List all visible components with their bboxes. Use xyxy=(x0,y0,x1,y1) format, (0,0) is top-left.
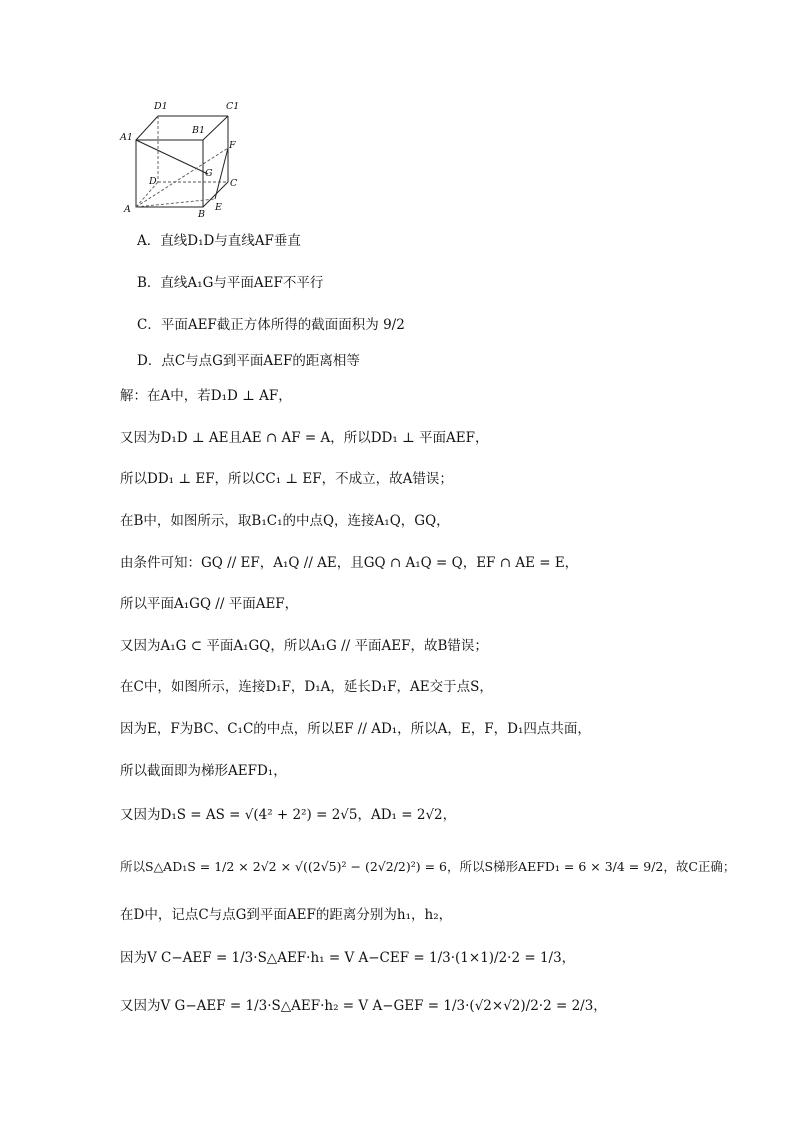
solution-line: 又因为D₁S = AS = √(4² + 2²) = 2√5，AD₁ = 2√2， xyxy=(120,807,457,823)
solution-line: 所以DD₁ ⊥ EF，所以CC₁ ⊥ EF，不成立，故A错误； xyxy=(120,471,453,487)
solution-line: 所以平面A₁GQ // 平面AEF， xyxy=(120,596,299,612)
solution-line: 所以截面即为梯形AEFD₁， xyxy=(120,763,287,779)
solution-line: 由条件可知：GQ // EF，A₁Q // AE，且GQ ∩ A₁Q = Q，EF ∩ AE = E， xyxy=(120,555,579,571)
label-e: E xyxy=(215,202,222,213)
solution-line: 解：在A中，若D₁D ⊥ AF， xyxy=(120,388,292,404)
front-face xyxy=(136,140,203,207)
label-f: F xyxy=(229,140,236,151)
label-b: B xyxy=(198,209,205,220)
label-b1: B1 xyxy=(192,125,206,136)
option-d: D．点C与点G到平面AEF的距离相等 xyxy=(137,353,360,369)
option-b: B．直线A₁G与平面AEF不平行 xyxy=(137,275,324,291)
option-c: C．平面AEF截正方体所得的截面面积为 9/2 xyxy=(137,317,405,333)
solution-line: 又因为V G−AEF = 1/3·S△AEF·h₂ = V A−GEF = 1/3·(√2×√2)/2·2 = 2/3， xyxy=(120,998,607,1014)
solution-line: 因为E，F为BC、C₁C的中点，所以EF // AD₁，所以A，E，F，D₁四点共面， xyxy=(120,721,591,737)
segment-e-f xyxy=(215,148,228,199)
label-a: A xyxy=(124,204,131,215)
solution-line: 在B中，如图所示，取B₁C₁的中点Q，连接A₁Q，GQ， xyxy=(120,513,450,529)
solution-line: 又因为D₁D ⊥ AE且AE ∩ AF = A，所以DD₁ ⊥ 平面AEF， xyxy=(120,430,489,446)
solution-line: 又因为A₁G ⊂ 平面A₁GQ，所以A₁G // 平面AEF，故B错误； xyxy=(120,638,488,654)
label-c: C xyxy=(230,178,238,189)
solution-line: 在C中，如图所示，连接D₁F，D₁A，延长D₁F，AE交于点S， xyxy=(120,679,493,695)
label-g: G xyxy=(205,168,213,179)
solution-line: 所以S△AD₁S = 1/2 × 2√2 × √((2√5)² − (2√2/2)²) = 6，所以S梯形AEFD₁ = 6 × 3/4 = 9/2，故C正确； xyxy=(120,859,736,874)
label-d: D xyxy=(149,176,157,187)
cube-figure xyxy=(118,96,253,222)
option-a: A．直线D₁D与直线AF垂直 xyxy=(137,233,301,249)
label-a1: A1 xyxy=(120,132,133,143)
segment-a1-g xyxy=(136,140,208,174)
solution-line: 在D中，记点C与点G到平面AEF的距离分别为h₁，h₂， xyxy=(120,907,453,923)
label-c1: C1 xyxy=(226,101,240,112)
label-d1: D1 xyxy=(154,101,168,112)
solution-line: 因为V C−AEF = 1/3·S△AEF·h₁ = V A−CEF = 1/3·(1×1)/2·2 = 1/3， xyxy=(120,950,576,966)
